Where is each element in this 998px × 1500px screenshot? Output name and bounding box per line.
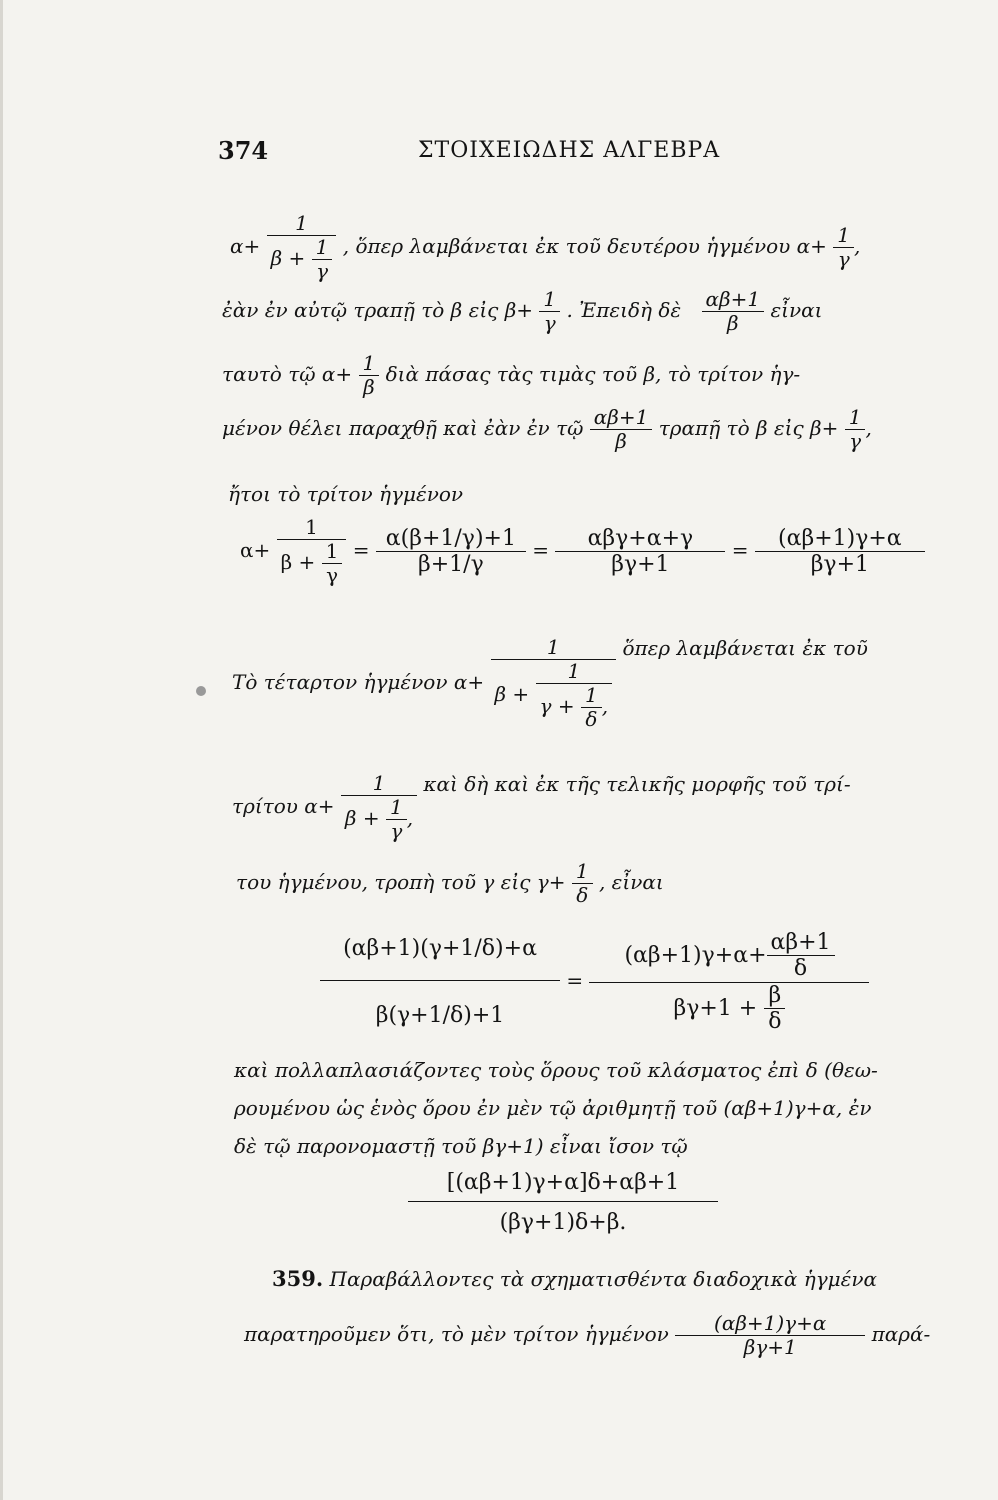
section-number: 359. xyxy=(272,1266,324,1291)
text-line-7: τρίτου α+ 1 β + $\frac{1}{\gamma}$ , καὶ δὴ καὶ ἐκ τῆς τελικῆς μορφῆς τοῦ τρί- xyxy=(232,771,851,843)
text-line-10: ρουμένου ὡς ἑνὸς ὅρου ἐν μὲν τῷ ἀριθμητῇ τοῦ (αβ+1)γ+α, ἐν xyxy=(234,1096,872,1120)
fraction: $\frac{[(\alpha\beta+1)\gamma+\alpha]\delta+\alpha\beta+1}{(\beta\gamma+1)\delta+\beta.}$ xyxy=(408,1170,718,1236)
text-line-4: μένον θέλει παραχθῇ καὶ ἐὰν ἐν τῷ $\frac{\alpha\beta+1}{\beta}$ τραπῇ τὸ β εἰς β+ $\frac{1}{\gamma}$ , xyxy=(222,405,872,453)
text-line-1: α+ 1 β + $\frac{1}{\gamma}$ , ὅπερ λαμβάνεται ἐκ τοῦ δευτέρου ἡγμένου α+ $\frac{1}{\gamma}$ , xyxy=(230,211,861,283)
continued-fraction: 1 β + $\frac{1}{\gamma}$ , xyxy=(341,772,417,843)
ink-spot xyxy=(196,686,206,696)
equation-3 xyxy=(408,1170,718,1236)
fraction: $\frac{\alpha\beta+1}{\beta}$ xyxy=(590,406,653,453)
fraction: $\frac{1}{\gamma}$ xyxy=(845,406,866,453)
fraction: $\frac{(\alpha\beta+1)\gamma+\alpha}{\beta\gamma+1}$ xyxy=(675,1312,865,1359)
continued-fraction: 1 β + $\frac{1}{\gamma}$ xyxy=(277,516,347,587)
text-line-5: ἤτοι τὸ τρίτον ἡγμένον xyxy=(228,482,464,506)
text-line-8: του ἡγμένου, τροπὴ τοῦ γ εἰς γ+ $\frac{1}{\delta}$ , εἶναι xyxy=(236,859,664,907)
equation-2: $\frac{(\alpha\beta+1)(\gamma+1/\delta)+\alpha}{\beta(\gamma+1/\delta)+1}$ = (αβ+1)γ+α+ $\frac{\alpha\beta+1}{\delta}$ βγ+1 + $\frac{\beta}{\delta}$ xyxy=(320,930,869,1034)
expr: α+ xyxy=(230,234,261,258)
page-header xyxy=(218,136,918,172)
text-line-2: ἐὰν ἐν αὐτῷ τραπῇ τὸ β εἰς β+ $\frac{1}{\gamma}$ . Ἐπειδὴ δὲ $\frac{\alpha\beta+1}{\beta}$ εἶναι xyxy=(222,287,823,335)
fraction: (αβ+1)γ+α+ $\frac{\alpha\beta+1}{\delta}$ βγ+1 + $\frac{\beta}{\delta}$ xyxy=(589,930,869,1034)
equation-1: α+ 1 β + $\frac{1}{\gamma}$ = $\frac{\alpha(\beta+1/\gamma)+1}{\beta+1/\gamma}$ = $\frac{\text{αβγ+α+γ}}{\beta\gamma+1}$ = $\frac{(\alpha\beta+1)\gamma+\alpha}{\beta\gamma+1}$ xyxy=(240,516,925,587)
section-359-line: 359. Παραβάλλοντες τὰ σχηματισθέντα διαδοχικὰ ἡγμένα xyxy=(272,1266,878,1291)
page-number: 374 xyxy=(218,136,269,165)
text-line-11: δὲ τῷ παρονομαστῇ τοῦ βγ+1) εἶναι ἴσον τῷ xyxy=(234,1134,688,1158)
fraction: $\frac{1}{\beta}$ xyxy=(359,352,380,399)
continued-fraction: 1 β + 1 γ + $\frac{1}{\delta}$ , xyxy=(491,636,617,731)
running-title: ΣΤΟΙΧΕΙΩΔΗΣ ΑΛΓΕΒΡΑ xyxy=(418,138,721,163)
fraction: $\frac{\alpha\beta+1}{\beta}$ xyxy=(702,288,765,335)
fraction: $\frac{1}{\gamma}$ xyxy=(539,288,560,335)
text-line-9: καὶ πολλαπλασιάζοντες τοὺς ὅρους τοῦ κλάσματος ἐπὶ δ (θεω- xyxy=(234,1058,878,1082)
text-line-13: παρατηροῦμεν ὅτι, τὸ μὲν τρίτον ἡγμένον $\frac{(\alpha\beta+1)\gamma+\alpha}{\beta\gamma+1}$ παρά- xyxy=(244,1311,931,1359)
fraction: $\frac{\text{αβγ+α+γ}}{\beta\gamma+1}$ xyxy=(555,526,725,578)
fraction: $\frac{\alpha(\beta+1/\gamma)+1}{\beta+1/\gamma}$ xyxy=(376,526,526,578)
continued-fraction: 1 β + $\frac{1}{\gamma}$ xyxy=(267,212,337,283)
sentence: , ὅπερ λαμβάνεται ἐκ τοῦ δευτέρου ἡγμένου α+ xyxy=(342,234,827,258)
page-edge xyxy=(0,0,3,1500)
text-line-3: ταυτὸ τῷ α+ $\frac{1}{\beta}$ διὰ πάσας τὰς τιμὰς τοῦ β, τὸ τρίτον ἡγ- xyxy=(222,351,801,399)
fraction: $\frac{1}{\delta}$ xyxy=(572,860,593,907)
fraction: $\frac{1}{\gamma}$ xyxy=(833,224,854,271)
fraction: $\frac{(\alpha\beta+1)\gamma+\alpha}{\beta\gamma+1}$ xyxy=(755,526,925,578)
text-line-6: Τὸ τέταρτον ἡγμένον α+ 1 β + 1 γ + $\frac{1}{\delta}$ , ὅπερ λαμβάνεται ἐκ τοῦ xyxy=(232,635,868,731)
fraction: $\frac{(\alpha\beta+1)(\gamma+1/\delta)+\alpha}{\beta(\gamma+1/\delta)+1}$ xyxy=(320,936,560,1028)
